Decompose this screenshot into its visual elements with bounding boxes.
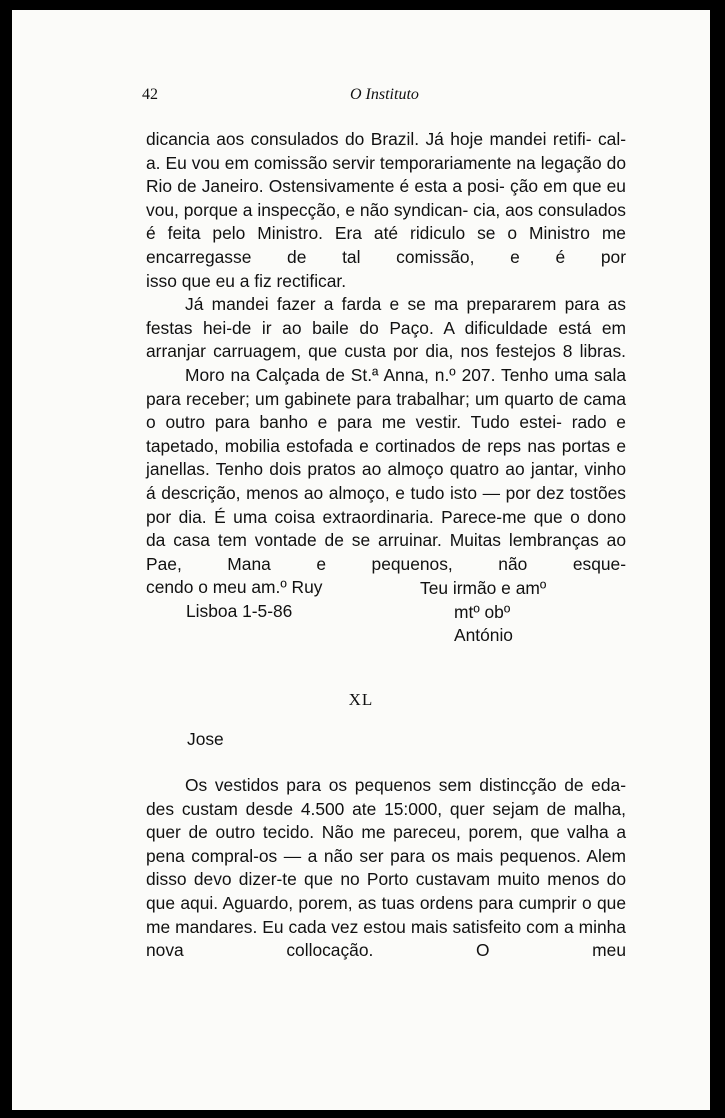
text-line: isso que eu a fiz rectificar. bbox=[146, 270, 347, 291]
signature-line: Teu irmão e amº bbox=[420, 578, 547, 598]
paragraph-1-end bbox=[146, 270, 626, 294]
text-line: Já mandei fazer a farda e se ma prepararem para as bbox=[185, 294, 626, 315]
page-number: 42 bbox=[142, 86, 158, 103]
text-line: quer de outro tecido. Não me pareceu, porem, que valha bbox=[146, 822, 609, 843]
section-numeral: XL bbox=[348, 690, 374, 709]
text-line: portas e janellas. Tenho dois pratos ao almoço quatro ao bbox=[146, 435, 626, 480]
text-line: jantar, vinho á descrição, menos ao almoço, e tudo isto bbox=[146, 459, 626, 503]
text-line: Parece-me que o dono da casa tem vontade de se arruinar. bbox=[146, 506, 626, 551]
paragraph-1 bbox=[146, 128, 626, 270]
letter-body bbox=[146, 128, 626, 600]
text-line: de cama o outro para banho e para me vestir. Tudo estei- bbox=[146, 388, 626, 433]
text-line: Alem disso devo dizer-te que no Porto custavam muito bbox=[146, 845, 627, 890]
signature-line: António bbox=[454, 625, 513, 646]
book-page bbox=[12, 10, 710, 1110]
text-line: menos do que aqui. Aguardo, porem, as tuas ordens bbox=[146, 869, 626, 913]
text-line: — por dez tostões por dia. É uma coisa extraordinaria. bbox=[146, 482, 626, 527]
signature-block bbox=[420, 577, 546, 648]
page-header bbox=[140, 86, 595, 110]
salutation: Jose bbox=[187, 729, 224, 749]
paragraph-3 bbox=[146, 364, 626, 576]
text-line: Moro na Calçada de St.ª Anna, n.º 207. Tenho uma bbox=[185, 364, 589, 385]
text-line: arranjar carruagem, que custa por dia, nos festejos 8 libras. bbox=[146, 341, 626, 362]
text-line: mais satisfeito com a minha nova collocação. O meu bbox=[146, 916, 626, 961]
letter-closing bbox=[146, 577, 626, 657]
running-title: O Instituto bbox=[350, 86, 419, 103]
letter2-body bbox=[146, 774, 626, 963]
text-line: rado e tapetado, mobilia estofada e cortinados de reps nas bbox=[146, 412, 626, 456]
text-line: cia, aos consulados é feita pelo Ministro. Era até ridiculo bbox=[146, 199, 626, 244]
paragraph-4 bbox=[146, 774, 626, 963]
text-line: dicancia aos consulados do Brazil. Já hoje mandei retifi- bbox=[146, 129, 592, 149]
text-line: des custam desde 4.500 ate 15:000, quer sejam de malha, bbox=[146, 798, 626, 819]
text-line: cal-a. Eu vou em comissão servir temporariamente na bbox=[146, 129, 626, 173]
signature-line: mtº obº bbox=[454, 601, 511, 622]
text-line: cendo o meu am.º Ruy bbox=[146, 577, 323, 598]
text-line: ção em que eu vou, porque a inspecção, e não syndican- bbox=[146, 176, 626, 220]
paragraph-2 bbox=[146, 293, 626, 364]
text-line: a pena compral-os — a não ser para os mais pequenos. bbox=[146, 822, 626, 866]
text-line: para cumprir o que me mandares. Eu cada vez estou bbox=[146, 892, 626, 937]
text-line: Os vestidos para os pequenos sem distincção de eda- bbox=[185, 775, 626, 795]
text-line: legação do Rio de Janeiro. Ostensivamente é esta a posi- bbox=[146, 152, 626, 197]
text-line: sala para receber; um gabinete para trabalhar; um quarto bbox=[146, 364, 626, 409]
text-line: Muitas lembranças ao Pae, Mana e pequenos, não esque- bbox=[146, 530, 626, 574]
text-line: festas hei-de ir ao baile do Paço. A dificuldade está em bbox=[146, 317, 626, 338]
text-line: se o Ministro me encarregasse de tal comissão, e é por bbox=[146, 223, 626, 267]
place-date: Lisboa 1-5-86 bbox=[186, 601, 293, 621]
